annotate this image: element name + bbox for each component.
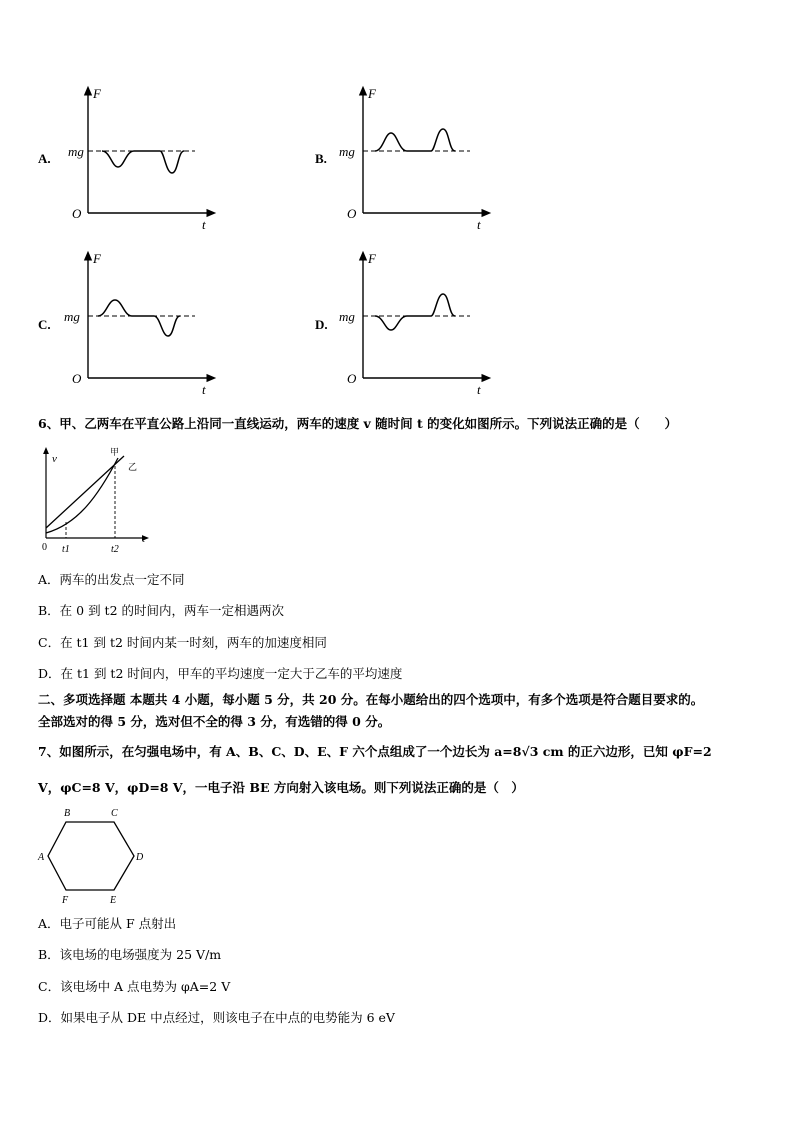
point-e: E: [110, 895, 117, 906]
t-label: t: [477, 217, 481, 230]
q6-vt-graph: [38, 446, 158, 558]
f-label: F: [368, 86, 376, 101]
section2-line2: 全部选对的得 5 分，选对但不全的得 3 分，有选错的得 0 分。: [38, 714, 391, 729]
hexagon: [48, 822, 134, 890]
mg-label: mg: [339, 309, 355, 324]
f-label: F: [93, 251, 101, 266]
graph-d: [335, 250, 495, 395]
t-label: t: [142, 533, 146, 545]
t1-label: t1: [62, 544, 70, 555]
yi-label: 乙: [128, 462, 138, 472]
point-f: F: [62, 895, 69, 906]
option-c-letter: C.: [38, 317, 51, 332]
force-curve: [102, 151, 184, 173]
option-b-letter: B.: [315, 151, 327, 166]
jia-label: 甲: [110, 447, 120, 457]
t2-label: t2: [111, 544, 119, 555]
force-curve: [98, 300, 180, 336]
q6-option-b: B．在 0 到 t2 的时间内，两车一定相遇两次: [38, 603, 285, 618]
q7-option-d: D．如果电子从 DE 中点经过，则该电子在中点的电势能为 6 eV: [38, 1010, 395, 1025]
q7-option-a: A．电子可能从 F 点射出: [38, 916, 177, 931]
point-a: A: [38, 852, 45, 863]
origin-label: O: [72, 206, 82, 221]
option-a-letter: A.: [38, 151, 51, 166]
point-b: B: [64, 808, 71, 819]
f-label: F: [368, 251, 376, 266]
q7-stem-line1: 7、如图所示，在匀强电场中，有 A、B、C、D、E、F 六个点组成了一个边长为 a=8√3 cm 的正六边形，已知 φF=2: [38, 744, 712, 759]
origin-label: 0: [42, 542, 47, 553]
mg-label: mg: [339, 144, 355, 159]
graph-a: [60, 85, 220, 230]
force-curve: [375, 129, 455, 151]
origin-label: O: [347, 371, 357, 386]
section2-line1: 二、多项选择题 本题共 4 小题，每小题 5 分，共 20 分。在每小题给出的四个选项中，有多个选项是符合题目要求的。: [38, 692, 704, 707]
point-d: D: [136, 852, 144, 863]
t-label: t: [202, 217, 206, 230]
graph-c: [60, 250, 220, 395]
f-label: F: [93, 86, 101, 101]
q7-option-c: C．该电场中 A 点电势为 φA=2 V: [38, 979, 231, 994]
q6-option-d: D．在 t1 到 t2 时间内，甲车的平均速度一定大于乙车的平均速度: [38, 666, 403, 681]
option-d-letter: D.: [315, 317, 328, 332]
q6-stem: 6、甲、乙两车在平直公路上沿同一直线运动，两车的速度 v 随时间 t 的变化如图所示。下列说法正确的是（ ）: [38, 416, 678, 431]
force-curve: [375, 294, 455, 330]
point-c: C: [111, 808, 118, 819]
q6-option-a: A．两车的出发点一定不同: [38, 572, 185, 587]
mg-label: mg: [64, 309, 80, 324]
hexagon-figure: [36, 804, 156, 906]
origin-label: O: [72, 371, 82, 386]
t-label: t: [202, 382, 206, 395]
q7-stem-line2: V，φC=8 V，φD=8 V，一电子沿 BE 方向射入该电场。则下列说法正确的是（ ）: [38, 780, 524, 795]
car-yi-line: [46, 456, 124, 528]
q6-option-c: C．在 t1 到 t2 时间内某一时刻，两车的加速度相同: [38, 635, 327, 650]
t-label: t: [477, 382, 481, 395]
graph-b: [335, 85, 495, 230]
q7-option-b: B．该电场的电场强度为 25 V/m: [38, 947, 222, 962]
mg-label: mg: [68, 144, 84, 159]
origin-label: O: [347, 206, 357, 221]
v-label: v: [52, 453, 57, 465]
